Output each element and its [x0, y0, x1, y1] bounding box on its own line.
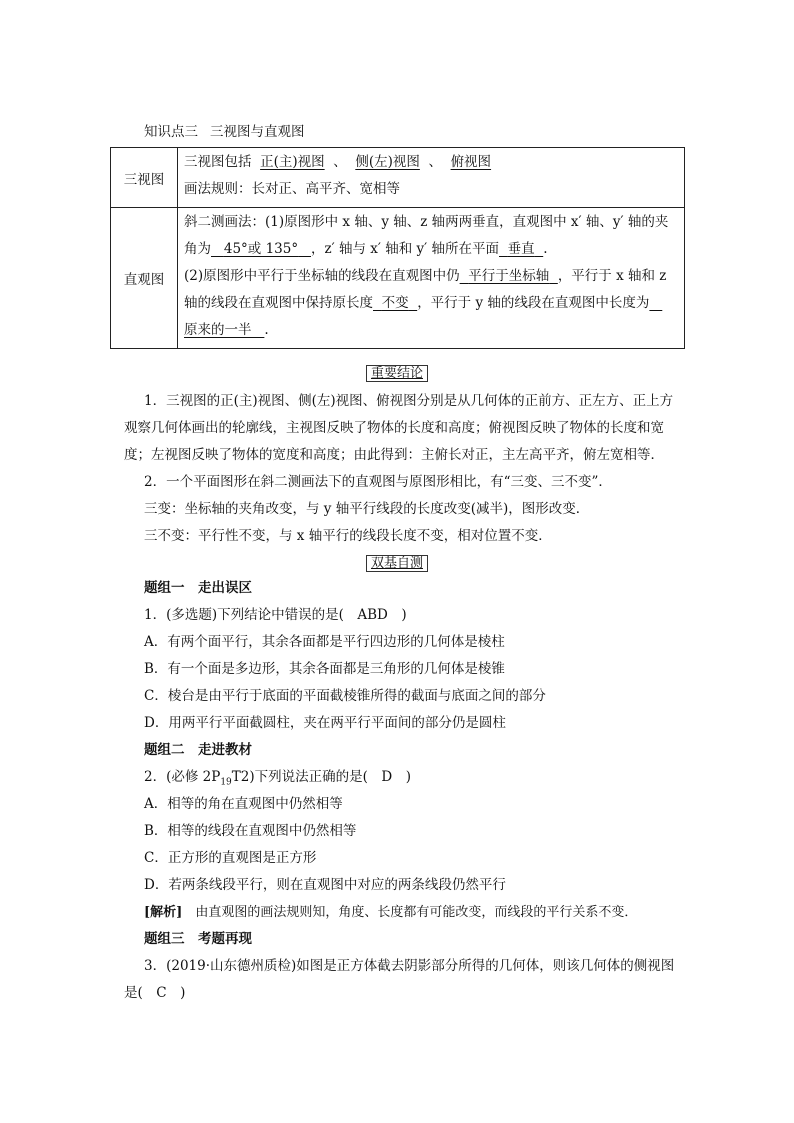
text: ，平行于 x 轴和 z — [557, 268, 667, 284]
blank-perpendicular — [499, 241, 543, 257]
text: . — [264, 322, 269, 338]
blank-trailing — [649, 295, 662, 311]
question-3-cont: 是( C ) — [124, 985, 186, 1001]
conclusion-1 — [144, 388, 684, 415]
important-conclusions-banner — [0, 362, 794, 381]
blank-parallel — [460, 268, 558, 284]
three-unchanged: 三不变：平行性不变，与 x 轴平行的线段长度不变，相对位置不变． — [144, 528, 552, 544]
group-1-title: 题组一 走出误区 — [144, 580, 252, 596]
option-c: C．棱台是由平行于底面的平面截棱锥所得的截面与底面之间的部分 — [144, 688, 546, 704]
row-head-three-views: 三视图 — [111, 148, 178, 208]
blank-angle — [211, 241, 311, 257]
question-1: 1．(多选题)下列结论中错误的是( ABD ) — [144, 607, 407, 623]
knowledge-table — [110, 147, 685, 349]
subscript: 19 — [220, 777, 232, 788]
text: (2)原图形中平行于坐标轴的线段在直观图中仍 — [184, 268, 460, 284]
text-line: 观察几何体画出的轮廓线，主视图反映了物体的长度和高度；俯视图反映了物体的长度和宽 — [124, 420, 664, 436]
blank-front-view: 正(主)视图 — [260, 154, 325, 170]
section-title: 三视图与直观图 — [210, 124, 305, 140]
three-views-line — [184, 149, 680, 176]
text: 轴的线段在直观图中保持原长度 — [184, 295, 373, 311]
option-a: A．相等的角在直观图中仍然相等 — [144, 796, 343, 812]
oblique-line-1: 斜二测画法：(1)原图形中 x 轴、y 轴、z 轴两两垂直，直观图中 x′ 轴、y′ 轴的夹 — [184, 214, 669, 230]
row-body-intuitive-view — [178, 208, 685, 349]
group-3-title: 题组三 考题再现 — [144, 931, 252, 947]
blank-unchanged-text: 不变 — [381, 295, 409, 311]
banner-label: 重要结论 — [366, 365, 428, 382]
conclusion-2: 2．一个平面图形在斜二测画法下的直观图与原图形相比，有“三变、三不变”． — [144, 474, 612, 490]
option-d: D．用两平行平面截圆柱，夹在两平行平面间的部分仍是圆柱 — [144, 715, 506, 731]
text: 三视图包括 — [184, 154, 252, 170]
text: . — [543, 241, 548, 257]
question-3: 3．(2019·山东德州质检)如图是正方体截去阴影部分所得的几何体，则该几何体的侧视图 — [144, 958, 675, 974]
text: T2)下列说法正确的是( D ) — [231, 769, 411, 785]
analysis — [144, 899, 684, 926]
banner-label: 双基自测 — [366, 555, 428, 572]
drawing-rules-line: 画法规则：长对正、高平齐、宽相等 — [184, 181, 400, 197]
blank-half — [184, 322, 264, 338]
blank-perpendicular-text: 垂直 — [507, 241, 535, 257]
double-base-test-banner — [0, 552, 794, 571]
row-head-intuitive-view: 直观图 — [111, 208, 178, 349]
group-2-title: 题组二 走进教材 — [144, 742, 252, 758]
three-changes: 三变：坐标轴的夹角改变，与 y 轴平行线段的长度改变(减半)，图形改变． — [144, 501, 590, 517]
option-c: C．正方形的直观图是正方形 — [144, 850, 317, 866]
sep: 、 — [333, 154, 347, 170]
blank-half-text: 原来的一半 — [184, 322, 252, 338]
oblique-line-2 — [184, 236, 680, 263]
blank-unchanged — [373, 295, 417, 311]
text: ，z′ 轴与 x′ 轴和 y′ 轴所在平面 — [311, 241, 500, 257]
text-line: 1．三视图的正(主)视图、侧(左)视图、俯视图分别是从几何体的正前方、正左方、正上方 — [144, 393, 674, 409]
table-row — [111, 148, 685, 208]
analysis-tag: [解析] — [144, 905, 183, 920]
oblique-line-5 — [184, 317, 680, 344]
sep: 、 — [428, 154, 442, 170]
text: 2．(必修 2P — [144, 769, 221, 785]
row-body-three-views — [178, 148, 685, 208]
oblique-line-3 — [184, 263, 680, 290]
text: ，平行于 y 轴的线段在直观图中长度为 — [417, 295, 650, 311]
option-b: B．有一个面是多边形，其余各面都是三角形的几何体是棱锥 — [144, 661, 505, 677]
analysis-text: 由直观图的画法规则知，角度、长度都有可能改变，而线段的平行关系不变． — [182, 905, 638, 920]
blank-angle-text: 45°或 135° — [223, 241, 299, 257]
text: 角为 — [184, 241, 211, 257]
text-line: 度；左视图反映了物体的宽度和高度；由此得到：主俯长对正，主左高平齐，俯左宽相等． — [124, 447, 664, 463]
option-a: A．有两个面平行，其余各面都是平行四边形的几何体是棱柱 — [144, 634, 505, 650]
option-d: D．若两条线段平行，则在直观图中对应的两条线段仍然平行 — [144, 877, 506, 893]
section-number: 知识点三 — [144, 124, 198, 140]
blank-top-view: 俯视图 — [450, 154, 492, 170]
blank-parallel-text: 平行于坐标轴 — [468, 268, 550, 284]
section-heading — [144, 120, 317, 140]
option-b: B．相等的线段在直观图中仍然相等 — [144, 823, 357, 839]
blank-side-view: 侧(左)视图 — [355, 154, 420, 170]
oblique-line-4 — [184, 290, 680, 317]
table-row — [111, 208, 685, 349]
